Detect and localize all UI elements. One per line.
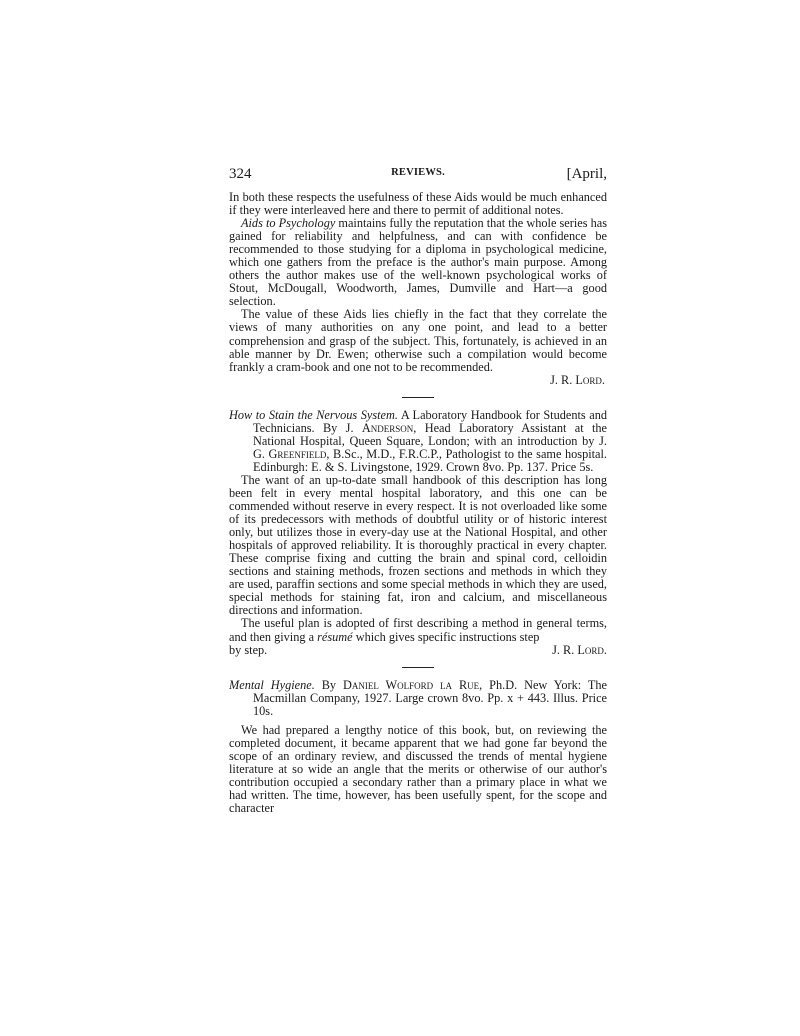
review3-book-title: Mental Hygiene. [229, 677, 315, 692]
review3-author: Daniel Wolford la Rue [342, 677, 480, 692]
review1-signature [229, 374, 607, 387]
review1-paragraph-3: The value of these Aids lies chiefly in the fact that they correlate the views of many authorities on any one point, and lead to a better comprehension and grasp of the subject. This, fortunately, is achieved in an able manner by Dr. Ewen; otherwise such a compilation would become frankly a cram-book and one not to be recommended. [229, 307, 607, 374]
review2-author: Anderson [361, 420, 414, 435]
review3-citation-part-2: , Ph.D. New York: The Macmillan Company, 1927. Large crown 8vo. Pp. x + 443. Illus. Price 10s. [253, 677, 607, 718]
review3-citation [229, 679, 607, 718]
review2-paragraph-2-last: by step. [229, 642, 268, 657]
review3-paragraph-1: We had prepared a lengthy notice of this book, but, on reviewing the completed document, it became apparent that we had gone far beyond the scope of an ordinary review, and discussed the trends of mental hygiene literature at so wide an angle that the merits or otherwise of our author's contribution occupied a secondary rather than a primary place in what we had written. The time, however, has been usefully spent, for the scope and character [229, 722, 607, 816]
review2-intro-author: Greenfield [268, 446, 327, 461]
review2-citation-part-3: , B.Sc., M.D., F.R.C.P., Pathologist to the same hospital. Edinburgh: E. & S. Livingstone, 1929. Crown 8vo. Pp. 137. Price 5s. [253, 446, 607, 474]
review2-citation-part-1: A Laboratory Handbook for Students and Technicians. By J. [253, 407, 607, 435]
section-divider-2 [402, 667, 434, 668]
review1-signature-text: J. R. Lord. [550, 372, 605, 387]
review2-paragraph-2-text-a: The useful plan is adopted of first describing a method in general terms, and then giving a [229, 616, 607, 644]
running-title: REVIEWS. [391, 167, 445, 178]
review2-book-title: How to Stain the Nervous System. [229, 407, 398, 422]
review2-paragraph-1: The want of an up-to-date small handbook of this description has long been felt in every mental hospital laboratory, and this one can be commended without reserve in every respect. It is not overloaded like some of its predecessors with methods of doubtful utility or of historic interest only, but utilizes those in every-day use at the National Hospital, and other hospitals of approved reliability. It is thoroughly practical in every chapter. These comprise fixing and cutting the brain and spinal cord, celloidin sections and staining methods, frozen sections and methods in which they are used, paraffin sections and some special methods in which they are used, special methods for staining fat, iron and calcium, and miscellaneous directions and information. [229, 472, 607, 618]
review3-citation-part-1: By [314, 677, 343, 692]
review2-paragraph-2 [229, 617, 607, 643]
review2-signature: J. R. Lord. [552, 642, 607, 657]
review2-resume-word: résumé [317, 629, 353, 644]
page-body [229, 191, 607, 815]
review1-paragraph-2-text: maintains fully the reputation that the whole series has gained for reliability and helpfulness, and can with confidence be recommended to those studying for a diploma in psychological medicine, which one gathers from the preface is the author's main purpose. Among others the author makes use of the well-known psychological works of Stout, McDougall, Woodworth, James, Dumville and Hart—a good selection. [229, 216, 607, 309]
review1-book-title: Aids to Psychology [241, 216, 336, 231]
review2-citation [229, 409, 607, 474]
issue-date: [April, [566, 166, 607, 182]
review2-citation-part-2: , Head Laboratory Assistant at the National Hospital, Queen Square, London; with an introduction by J. G. [253, 420, 607, 461]
page-number: 324 [229, 166, 252, 182]
review2-last-line [229, 644, 607, 657]
page-header [229, 166, 607, 184]
review1-paragraph-1: In both these respects the usefulness of these Aids would be much enhanced if they were interleaved here and there to permit of additional notes. [229, 190, 607, 218]
review2-paragraph-2-text-b: which gives specific instructions step [352, 629, 540, 644]
section-divider-1 [402, 397, 434, 398]
review1-paragraph-2 [229, 217, 607, 308]
